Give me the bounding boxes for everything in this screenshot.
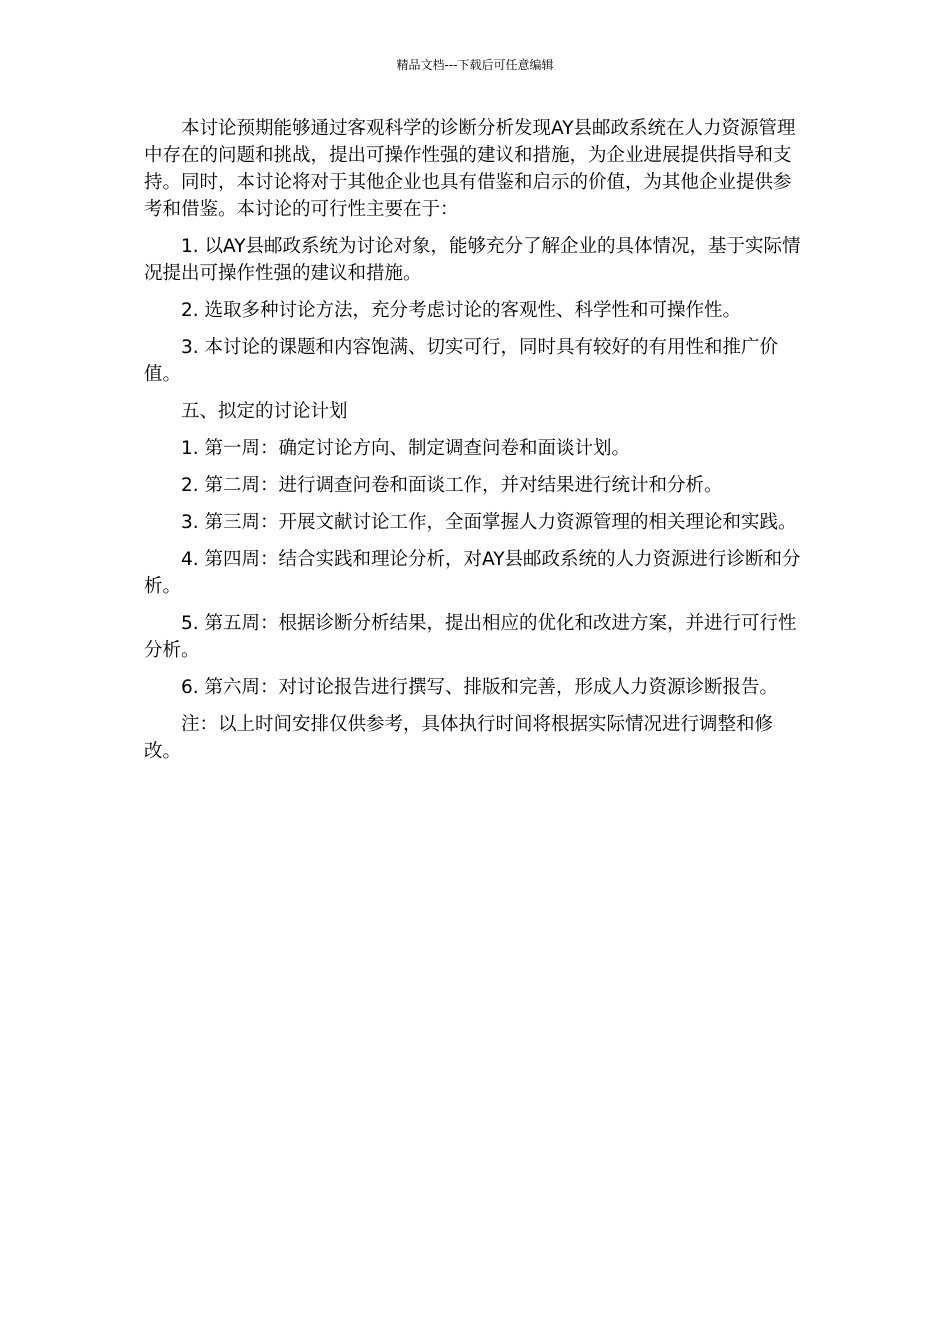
schedule-note: 注：以上时间安排仅供参考，具体执行时间将根据实际情况进行调整和修改。 [144,714,774,762]
feasibility-item-3: 3. 本讨论的课题和内容饱满、切实可行，同时具有较好的有用性和推广价值。 [144,337,779,385]
intro-paragraph: 本讨论预期能够通过客观科学的诊断分析发现AY县邮政系统在人力资源管理中存在的问题和挑战，提出可操作性强的建议和措施，为企业进展提供指导和支持。同时，本讨论将对于其他企业也具有借鉴和启示的价值，为其他企业提供参考和借鉴。本讨论的可行性主要在于： [144,118,796,220]
plan-week-2: 2. 第二周：进行调查问卷和面谈工作，并对结果进行统计和分析。 [181,475,723,496]
plan-week-1: 1. 第一周：确定讨论方向、制定调查问卷和面谈计划。 [181,438,631,459]
plan-week-5: 5. 第五周：根据诊断分析结果，提出相应的优化和改进方案，并进行可行性分析。 [144,613,797,661]
plan-week-4: 4. 第四周：结合实践和理论分析，对AY县邮政系统的人力资源进行诊断和分析。 [144,549,801,597]
feasibility-item-2: 2. 选取多种讨论方法，充分考虑讨论的客观性、科学性和可操作性。 [181,300,742,321]
document-body [144,115,809,775]
page-header: 精品文档---下载后可任意编辑 [396,58,554,72]
plan-week-3: 3. 第三周：开展文献讨论工作，全面掌握人力资源管理的相关理论和实践。 [181,512,797,533]
feasibility-item-1: 1. 以AY县邮政系统为讨论对象，能够充分了解企业的具体情况，基于实际情况提出可操作性强的建议和措施。 [144,236,801,284]
section-heading-plan: 五、拟定的讨论计划 [181,401,348,422]
plan-week-6: 6. 第六周：对讨论报告进行撰写、排版和完善，形成人力资源诊断报告。 [181,677,779,698]
